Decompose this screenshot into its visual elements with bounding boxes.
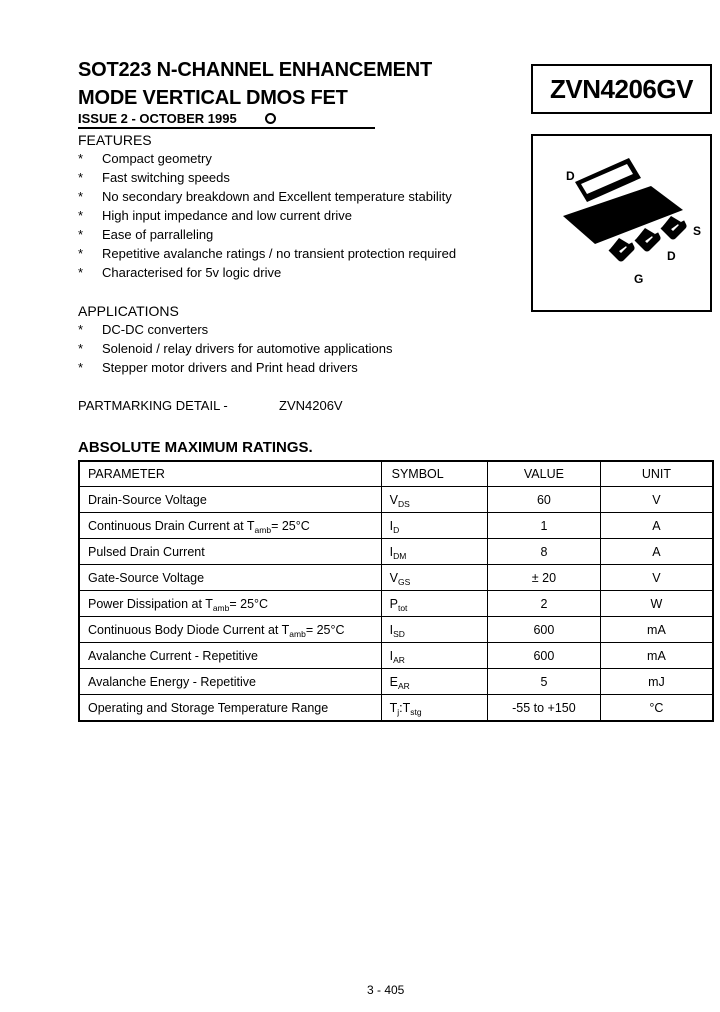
bullet-icon: *: [78, 246, 84, 261]
parameter-cell: [79, 565, 381, 591]
parameter-cell: [79, 539, 381, 565]
parameter-cell: [79, 591, 381, 617]
page-number: 3 - 405: [367, 983, 405, 997]
symbol-subscript: AR: [393, 654, 405, 665]
value-cell: ± 20: [487, 565, 600, 591]
package-diagram: [531, 134, 712, 312]
symbol-subscript: SD: [393, 628, 405, 639]
application-text: Stepper motor drivers and Print head drivers: [102, 360, 358, 375]
unit-cell: °C: [600, 695, 713, 722]
ratings-table: [78, 460, 714, 722]
parameter-cell: [79, 695, 381, 722]
bullet-icon: *: [78, 265, 84, 280]
table-row: [79, 669, 713, 695]
table-row: [79, 487, 713, 513]
symbol-main-2: :T: [399, 700, 411, 715]
bullet-icon: *: [78, 360, 84, 375]
symbol-main: T: [389, 700, 398, 715]
unit-cell: mA: [600, 643, 713, 669]
header-parameter: PARAMETER: [79, 461, 381, 487]
parameter-subscript: amb: [212, 602, 230, 613]
symbol-main: I: [389, 518, 394, 533]
parameter-tail: = 25°C: [271, 518, 310, 533]
header-symbol: SYMBOL: [381, 461, 487, 487]
parameter-cell: [79, 487, 381, 513]
lead-gate: [611, 238, 631, 258]
unit-cell: A: [600, 513, 713, 539]
parameter-cell: [79, 513, 381, 539]
unit-cell: V: [600, 487, 713, 513]
symbol-subscript: tot: [397, 602, 408, 613]
parameter-cell: [79, 617, 381, 643]
unit-cell: V: [600, 565, 713, 591]
bullet-icon: *: [78, 208, 84, 223]
lead-drain: [637, 228, 657, 248]
symbol-cell: [381, 591, 487, 617]
symbol-cell: [381, 513, 487, 539]
partmarking-value: ZVN4206V: [279, 398, 343, 413]
value-cell: 60: [487, 487, 600, 513]
symbol-subscript: AR: [397, 680, 410, 691]
circle-icon: [265, 113, 276, 124]
package-body: [563, 186, 683, 244]
parameter-cell: [79, 669, 381, 695]
table-row: [79, 591, 713, 617]
value-cell: 1: [487, 513, 600, 539]
symbol-subscript: j: [397, 706, 400, 717]
symbol-main: V: [389, 570, 398, 585]
symbol-subscript: D: [393, 524, 400, 535]
pin-label-source: S: [693, 224, 702, 238]
application-text: DC-DC converters: [102, 322, 209, 337]
symbol-main: I: [389, 648, 394, 663]
document-title: [78, 56, 432, 112]
parameter-subscript: amb: [254, 524, 272, 535]
symbol-main: V: [389, 492, 398, 507]
table-header-row: [79, 461, 713, 487]
partmarking-label: PARTMARKING DETAIL -: [78, 398, 228, 413]
symbol-cell: [381, 643, 487, 669]
value-cell: 8: [487, 539, 600, 565]
unit-cell: mJ: [600, 669, 713, 695]
pin-label-drain: D: [667, 249, 676, 263]
feature-text: No secondary breakdown and Excellent temperature stability: [102, 189, 452, 204]
table-row: [79, 539, 713, 565]
header-unit: UNIT: [600, 461, 713, 487]
parameter-cell: [79, 643, 381, 669]
feature-text: Compact geometry: [102, 151, 212, 166]
lead-source: [663, 216, 683, 236]
symbol-subscript: GS: [397, 576, 411, 587]
value-cell: -55 to +150: [487, 695, 600, 722]
bullet-icon: *: [78, 227, 84, 242]
symbol-subscript: DM: [393, 550, 407, 561]
pin-label-drain-tab: D: [566, 169, 575, 183]
part-number: ZVN4206GV: [550, 74, 693, 104]
value-cell: 600: [487, 643, 600, 669]
features-heading: FEATURES: [78, 132, 152, 148]
symbol-main: I: [389, 622, 394, 637]
partmarking-detail: [78, 397, 343, 415]
unit-cell: W: [600, 591, 713, 617]
value-cell: 2: [487, 591, 600, 617]
feature-text: High input impedance and low current drive: [102, 208, 353, 223]
symbol-cell: [381, 565, 487, 591]
symbol-cell: [381, 487, 487, 513]
parameter-text: Power Dissipation at T: [88, 596, 213, 611]
parameter-text: Pulsed Drain Current: [88, 544, 205, 559]
parameter-tail: = 25°C: [305, 622, 345, 637]
parameter-text: Avalanche Current - Repetitive: [88, 648, 258, 663]
parameter-tail: = 25°C: [229, 596, 269, 611]
parameter-text: Gate-Source Voltage: [88, 570, 205, 585]
bullet-icon: *: [78, 151, 84, 166]
issue-line: [78, 111, 276, 127]
table-row: [79, 643, 713, 669]
parameter-text: Continuous Drain Current at T: [88, 518, 255, 533]
parameter-subscript: amb: [289, 628, 306, 639]
bullet-icon: *: [78, 170, 84, 185]
symbol-cell: [381, 669, 487, 695]
symbol-cell: [381, 695, 487, 722]
issue-text: ISSUE 2 - OCTOBER 1995: [78, 111, 237, 126]
bullet-icon: *: [78, 322, 84, 337]
value-cell: 600: [487, 617, 600, 643]
part-number-box: [531, 64, 712, 114]
symbol-cell: [381, 617, 487, 643]
issue-underline: [78, 127, 375, 129]
table-row: [79, 565, 713, 591]
feature-text: Fast switching speeds: [102, 170, 230, 185]
bullet-icon: *: [78, 189, 84, 204]
ratings-title: ABSOLUTE MAXIMUM RATINGS.: [78, 439, 313, 456]
title-line-1: SOT223 N-CHANNEL ENHANCEMENT: [78, 59, 433, 81]
application-text: Solenoid / relay drivers for automotive applications: [102, 341, 393, 356]
title-line-2: MODE VERTICAL DMOS FET: [78, 87, 348, 109]
unit-cell: mA: [600, 617, 713, 643]
sot223-package-icon: [533, 136, 714, 314]
table-row: [79, 513, 713, 539]
pin-label-gate: G: [634, 272, 644, 286]
parameter-text: Drain-Source Voltage: [88, 492, 207, 507]
symbol-subscript-2: stg: [410, 706, 422, 717]
value-cell: 5: [487, 669, 600, 695]
symbol-cell: [381, 539, 487, 565]
unit-cell: A: [600, 539, 713, 565]
symbol-subscript: DS: [397, 498, 410, 509]
parameter-text: Continuous Body Diode Current at T: [88, 622, 290, 637]
parameter-text: Operating and Storage Temperature Range: [88, 700, 329, 715]
feature-text: Repetitive avalanche ratings / no transient protection required: [102, 246, 457, 261]
feature-text: Ease of parralleling: [102, 227, 214, 242]
table-row: [79, 617, 713, 643]
table-row: [79, 695, 713, 722]
symbol-main: P: [389, 596, 398, 611]
header-value: VALUE: [487, 461, 600, 487]
symbol-main: I: [389, 544, 394, 559]
applications-heading: APPLICATIONS: [78, 303, 179, 319]
symbol-main: E: [389, 674, 398, 689]
parameter-text: Avalanche Energy - Repetitive: [88, 674, 256, 689]
bullet-icon: *: [78, 341, 84, 356]
feature-text: Characterised for 5v logic drive: [102, 265, 282, 280]
